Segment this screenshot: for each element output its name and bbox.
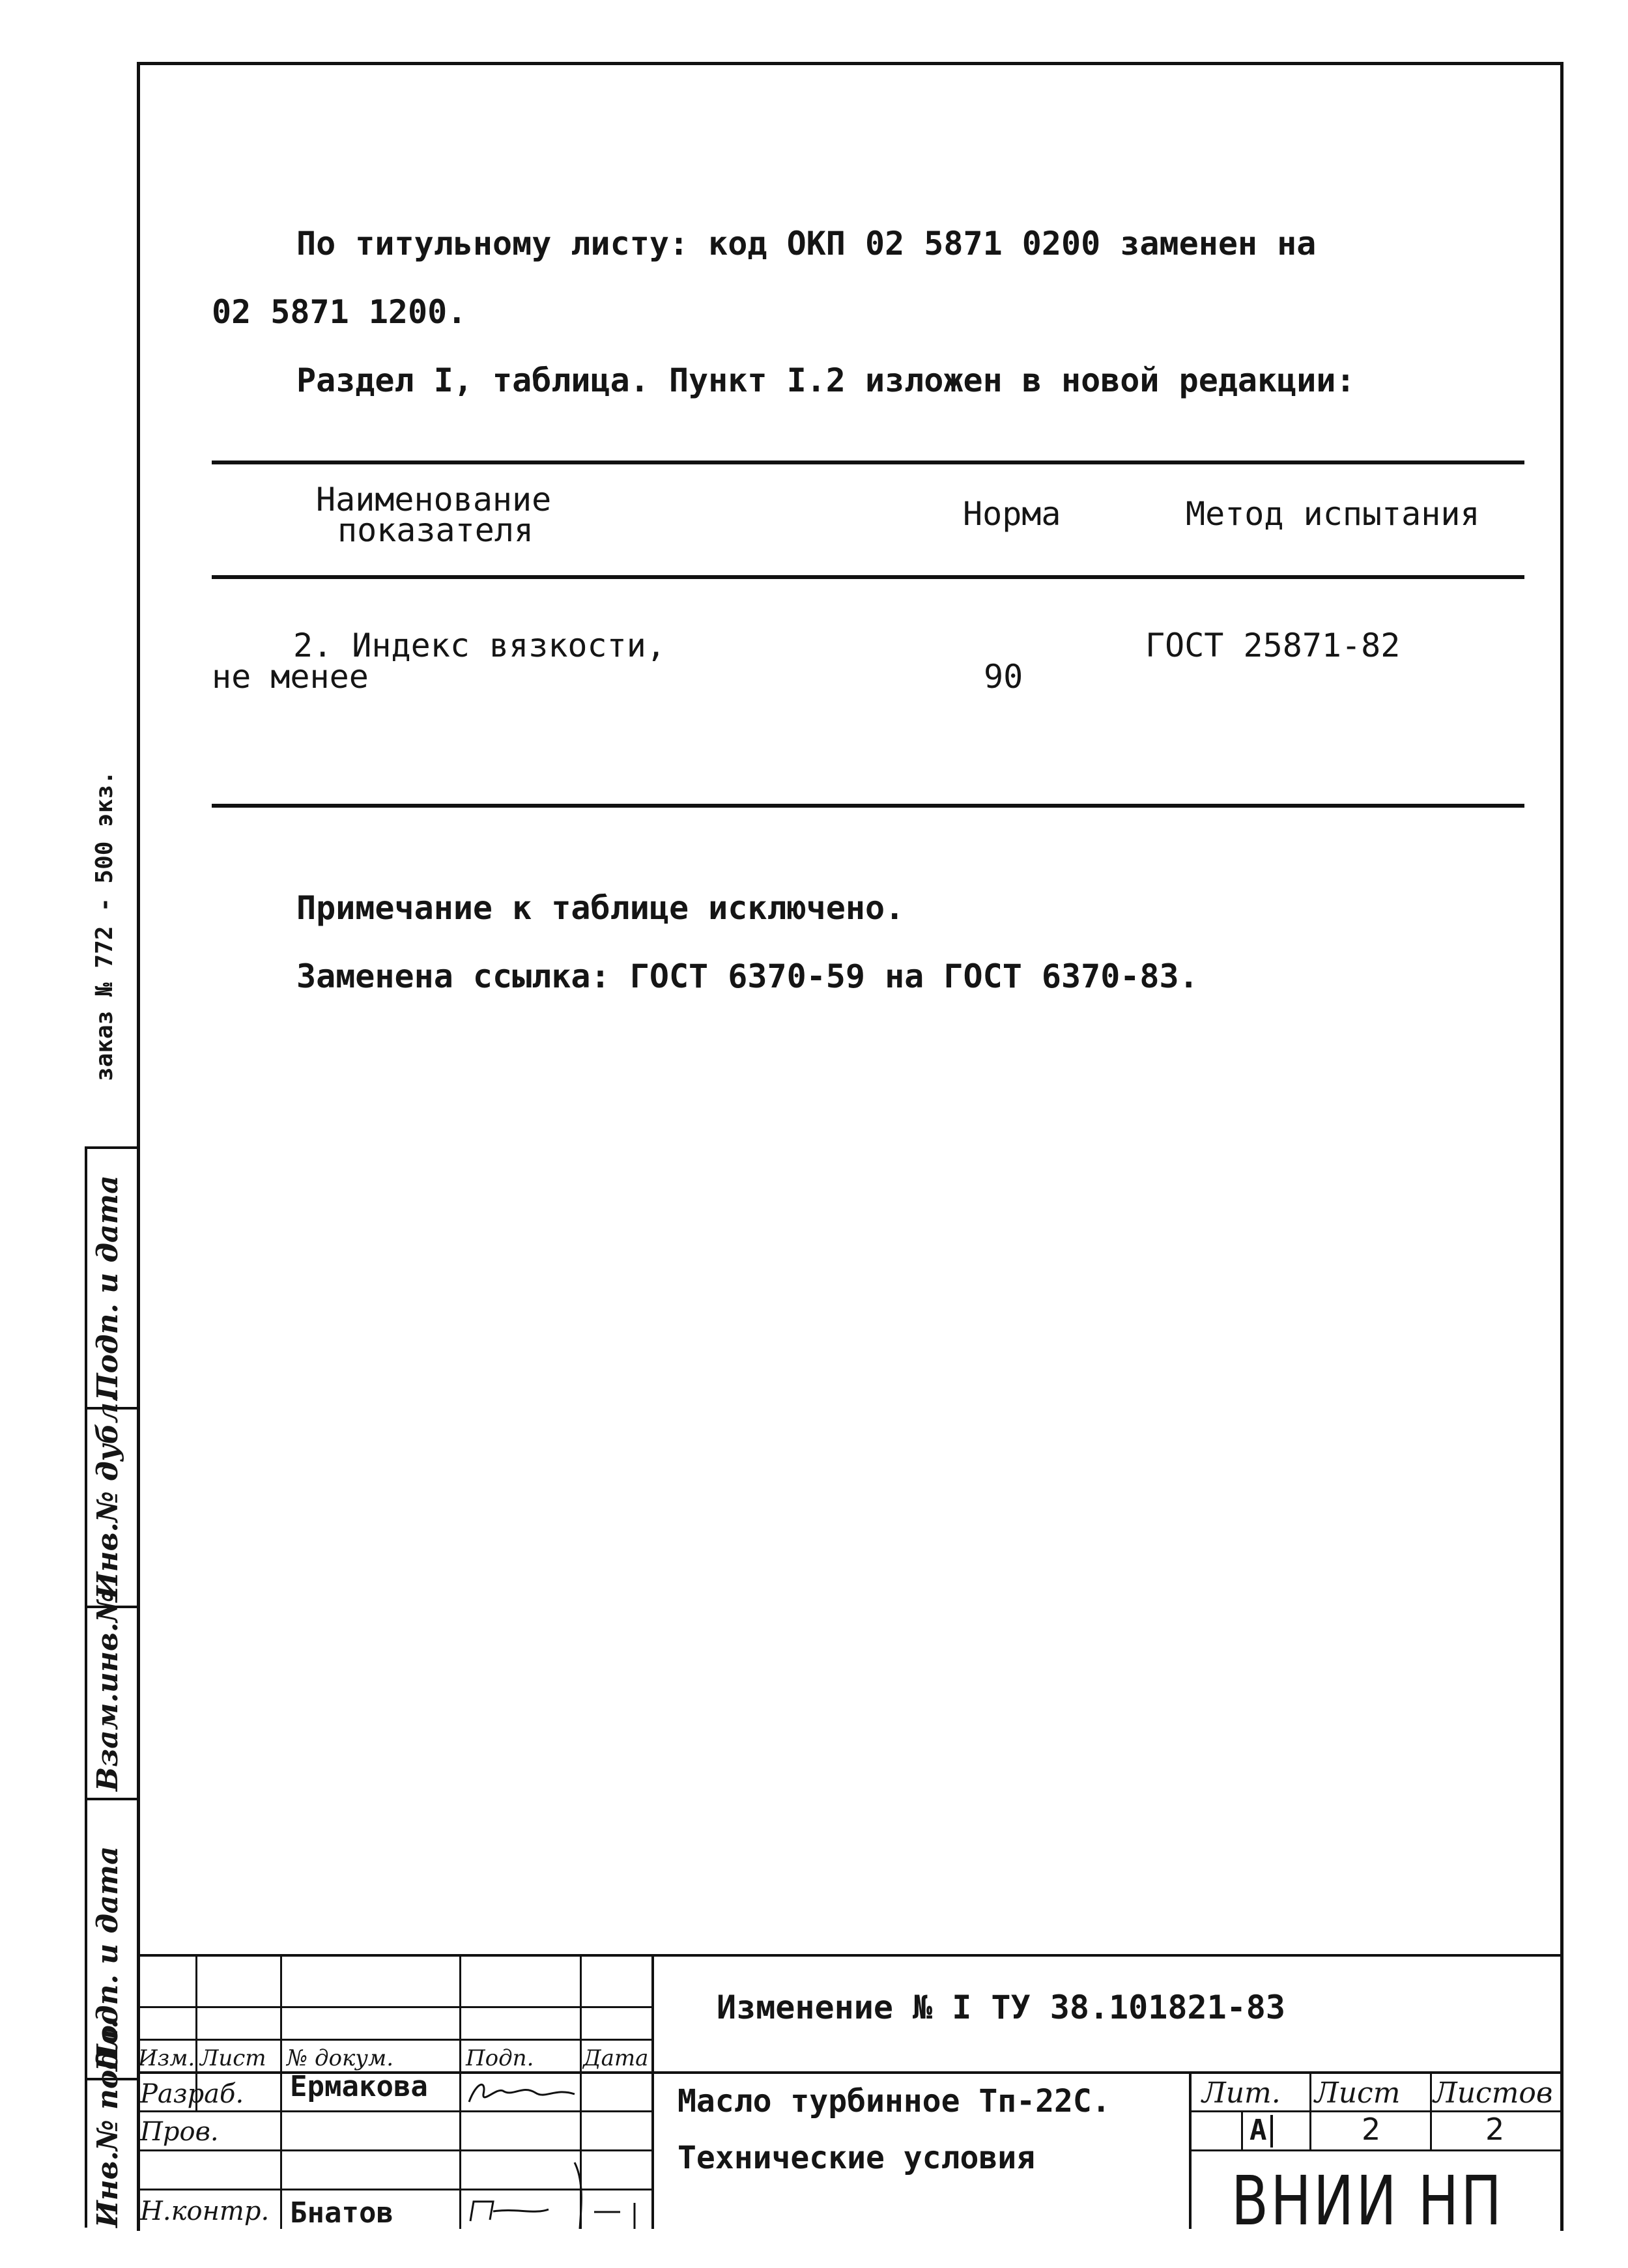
margin-vzam-inv: Взам.инв.№ xyxy=(91,1591,124,1791)
razrab-signature xyxy=(464,2075,581,2110)
intro-line-2: 02 5871 1200. xyxy=(212,293,467,331)
header-method: Метод испытания xyxy=(1186,495,1480,533)
table-top-rule xyxy=(212,461,1524,464)
margin-sep-1 xyxy=(85,1146,137,1149)
margin-podp-data-2: Подп. и дата xyxy=(91,1846,124,2071)
row-method: ГОСТ 25871-82 xyxy=(1145,627,1401,664)
intro-line-3: Раздел I, таблица. Пункт I.2 изложен в новой редакции: xyxy=(296,361,1356,399)
col-list: Лист xyxy=(200,2045,266,2071)
note-line-2: Заменена ссылка: ГОСТ 6370-59 на ГОСТ 6370-83. xyxy=(296,957,1199,995)
lit-value: А xyxy=(1250,2114,1267,2147)
org-name: ВНИИ НП xyxy=(1231,2161,1504,2241)
col-doc: № докум. xyxy=(287,2045,394,2071)
row-name-line-1: 2. Индекс вязкости, xyxy=(293,627,666,664)
list-value: 2 xyxy=(1362,2112,1381,2147)
header-name-line-2: показателя xyxy=(337,511,534,549)
lit-label: Лит. xyxy=(1202,2077,1281,2110)
nkontr-label: Н.контр. xyxy=(140,2196,270,2226)
order-stamp: заказ № 772 - 500 экз. xyxy=(91,771,118,1081)
listov-value: 2 xyxy=(1485,2112,1505,2147)
prov-label: Пров. xyxy=(140,2117,219,2147)
note-line-1: Примечание к таблице исключено. xyxy=(296,889,905,927)
product-line-1: Масло турбинное Тп-22С. xyxy=(678,2083,1111,2119)
row-name-line-2: не менее xyxy=(212,658,369,696)
header-norm: Норма xyxy=(963,495,1061,533)
row-norm: 90 xyxy=(984,658,1023,696)
razrab-name: Ермакова xyxy=(290,2070,428,2103)
table-bottom-rule xyxy=(212,804,1524,808)
col-podp: Подп. xyxy=(466,2045,534,2071)
nkontr-signature xyxy=(464,2149,653,2229)
lit-tick xyxy=(1270,2115,1273,2148)
intro-line-1: По титульному листу: код ОКП 02 5871 0200 заменен на xyxy=(296,225,1317,262)
change-title: Изменение № I ТУ 38.101821-83 xyxy=(717,1989,1285,2026)
margin-inv-dubl: Инв.№ дубл. xyxy=(91,1392,124,1599)
margin-podp-data-1: Подп. и дата xyxy=(91,1175,124,1400)
col-data: Дата xyxy=(583,2045,649,2071)
nkontr-name: Бнатов xyxy=(290,2196,393,2230)
header-name-line-1: Наименование xyxy=(316,481,552,518)
listov-label: Листов xyxy=(1433,2077,1553,2110)
table-header-rule xyxy=(212,575,1524,579)
list-label: Лист xyxy=(1315,2077,1401,2110)
razrab-label: Разраб. xyxy=(140,2079,244,2109)
margin-inv-podl: Инв.№ подл. xyxy=(91,2019,124,2228)
product-line-2: Технические условия xyxy=(678,2140,1036,2176)
margin-sep-4 xyxy=(85,1798,137,1800)
col-izm: Изм. xyxy=(138,2045,195,2071)
